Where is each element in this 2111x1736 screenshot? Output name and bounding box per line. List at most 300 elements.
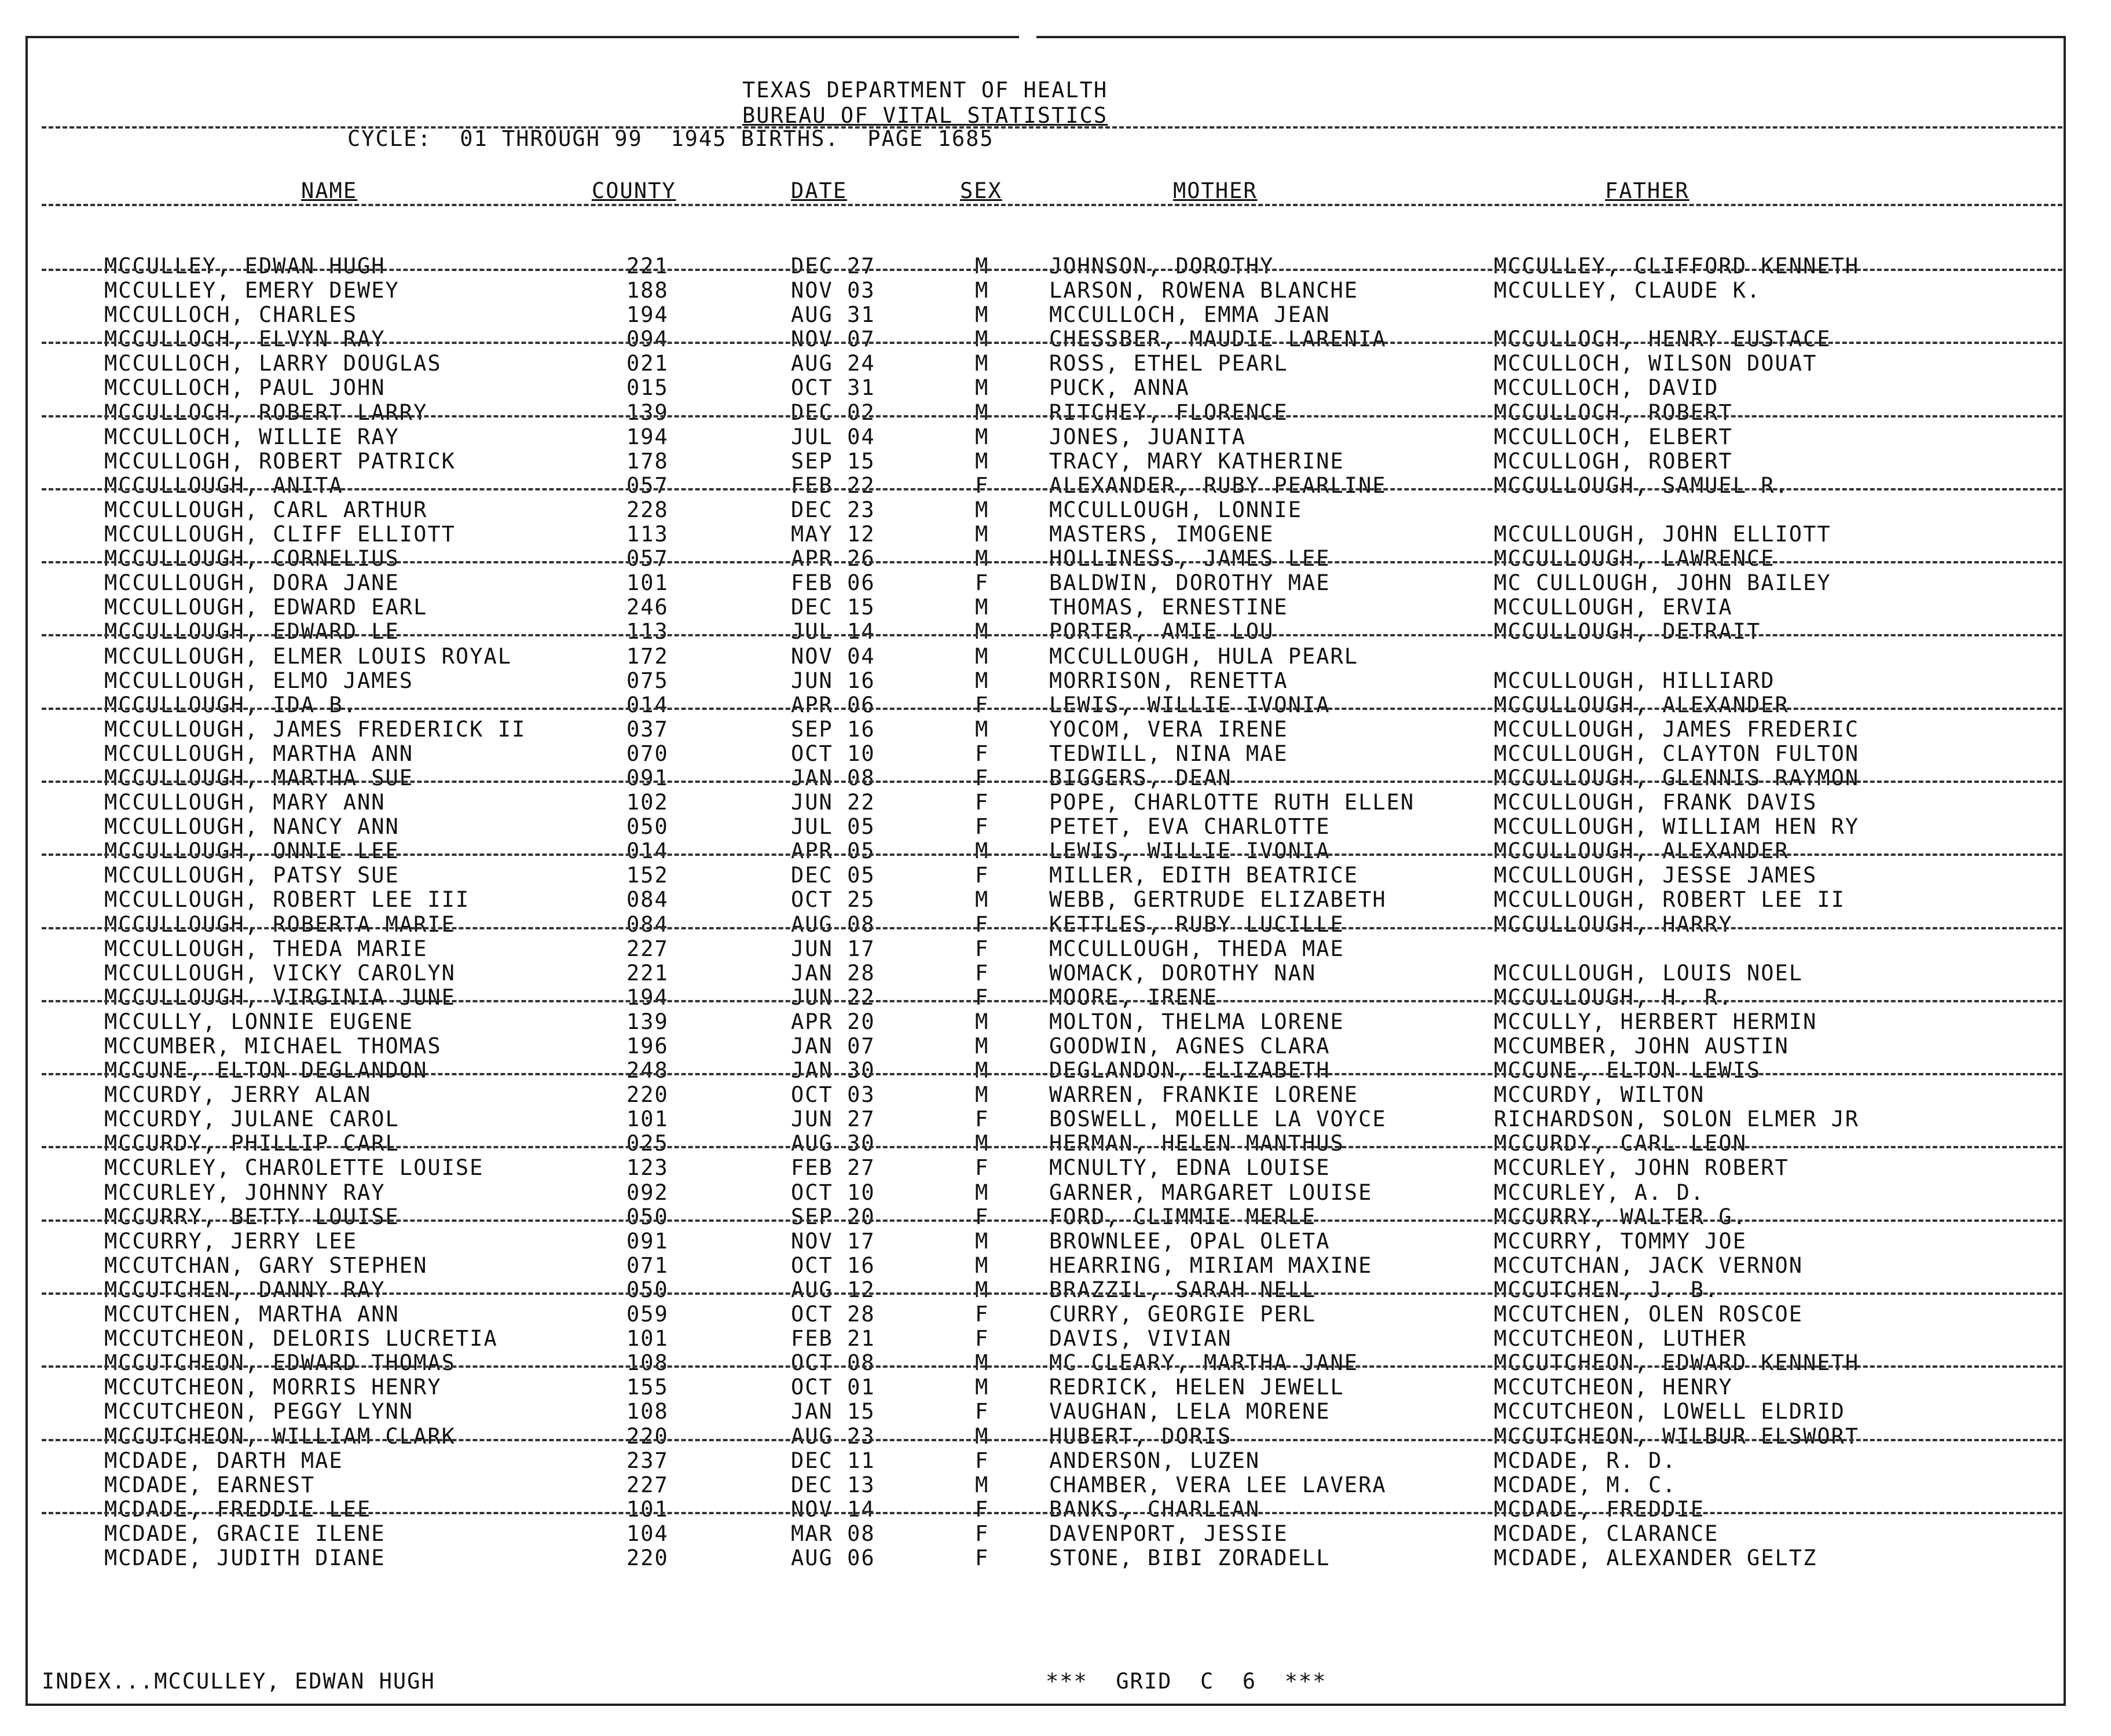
cell-father: MCCUMBER, JOHN AUSTIN bbox=[1494, 1034, 1789, 1059]
table-row bbox=[0, 1204, 2111, 1229]
column-header-rule bbox=[42, 204, 2062, 206]
cell-mother: HOLLINESS, JAMES LEE bbox=[1049, 546, 1331, 572]
cell-father: MCCULLOCH, WILSON DOUAT bbox=[1494, 351, 1817, 376]
cell-sex: F bbox=[975, 863, 989, 888]
cell-father: MCCUTCHAN, JACK VERNON bbox=[1494, 1252, 1804, 1278]
cell-mother: ALEXANDER, RUBY PEARLINE bbox=[1049, 473, 1387, 498]
cell-date: AUG 12 bbox=[791, 1277, 875, 1302]
cell-sex: F bbox=[975, 765, 989, 790]
table-row bbox=[0, 375, 2111, 400]
cell-name: MCCULLOUGH, ONNIE LEE bbox=[104, 838, 400, 864]
cell-father: MC CULLOUGH, JOHN BAILEY bbox=[1494, 570, 1831, 596]
cell-county: 037 bbox=[626, 716, 669, 742]
cell-name: MCCULLOCH, WILLIE RAY bbox=[104, 424, 400, 449]
cell-sex: F bbox=[975, 1448, 989, 1473]
cell-sex: M bbox=[975, 1252, 989, 1278]
table-row bbox=[0, 1473, 2111, 1497]
cell-date: OCT 31 bbox=[791, 375, 875, 401]
cell-name: MCCUMBER, MICHAEL THOMAS bbox=[104, 1034, 442, 1059]
column-header-mother: MOTHER bbox=[1173, 178, 1258, 203]
table-row bbox=[0, 1131, 2111, 1155]
table-row bbox=[0, 1107, 2111, 1131]
cell-father: MCDADE, R. D. bbox=[1494, 1448, 1677, 1473]
cell-mother: LEWIS, WILLIE IVONIA bbox=[1049, 838, 1331, 864]
cell-county: 188 bbox=[626, 278, 669, 303]
cell-father: MCCULLOUGH, H. R. bbox=[1494, 984, 1733, 1010]
cell-mother: TRACY, MARY KATHERINE bbox=[1049, 448, 1344, 474]
cell-mother: BOSWELL, MOELLE LA VOYCE bbox=[1049, 1107, 1387, 1132]
cell-county: 108 bbox=[626, 1399, 669, 1424]
table-row bbox=[0, 887, 2111, 911]
cell-sex: M bbox=[975, 327, 989, 352]
cell-sex: M bbox=[975, 1009, 989, 1034]
cell-county: 101 bbox=[626, 1326, 669, 1352]
cell-county: 094 bbox=[626, 327, 669, 352]
cell-name: MCCULLEY, EMERY DEWEY bbox=[104, 278, 400, 303]
cell-father: MCCULLOUGH, CLAYTON FULTON bbox=[1494, 741, 1860, 766]
cell-father: MCCULLOCH, ELBERT bbox=[1494, 424, 1733, 449]
cell-name: MCCULLEY, EDWAN HUGH bbox=[104, 254, 386, 279]
cell-sex: M bbox=[975, 351, 989, 376]
table-row bbox=[0, 327, 2111, 351]
cell-name: MCCULLOUGH, EDWARD LE bbox=[104, 619, 400, 644]
cell-sex: F bbox=[975, 984, 989, 1010]
cell-name: MCCUTCHAN, GARY STEPHEN bbox=[104, 1252, 428, 1278]
footer-grid: *** GRID C 6 *** bbox=[1046, 1669, 1327, 1694]
table-row bbox=[0, 644, 2111, 668]
cell-county: 057 bbox=[626, 473, 669, 498]
cell-county: 196 bbox=[626, 1034, 669, 1059]
cell-father: MCCULLOUGH, ALEXANDER bbox=[1494, 692, 1789, 717]
cell-county: 220 bbox=[626, 1545, 669, 1570]
table-row bbox=[0, 1424, 2111, 1448]
cell-date: DEC 15 bbox=[791, 595, 875, 620]
cell-mother: MC CLEARY, MARTHA JANE bbox=[1049, 1350, 1359, 1376]
cell-county: 155 bbox=[626, 1375, 669, 1400]
cell-county: 194 bbox=[626, 984, 669, 1010]
cell-sex: F bbox=[975, 1399, 989, 1424]
records-table bbox=[0, 254, 2111, 1570]
cell-date: JUN 27 bbox=[791, 1107, 875, 1132]
table-row bbox=[0, 1180, 2111, 1204]
table-row bbox=[0, 522, 2111, 546]
cell-date: NOV 07 bbox=[791, 327, 875, 352]
cell-name: MCCULLOGH, ROBERT PATRICK bbox=[104, 448, 456, 474]
cell-name: MCCUTCHEON, DELORIS LUCRETIA bbox=[104, 1326, 498, 1352]
cell-sex: F bbox=[975, 570, 989, 596]
table-row bbox=[0, 546, 2111, 570]
cell-date: FEB 21 bbox=[791, 1326, 875, 1352]
cell-father: MCCULLOUGH, SAMUEL R. bbox=[1494, 473, 1789, 498]
table-row bbox=[0, 278, 2111, 302]
cell-county: 220 bbox=[626, 1082, 669, 1108]
cell-date: NOV 17 bbox=[791, 1228, 875, 1254]
cell-county: 152 bbox=[626, 863, 669, 888]
cell-date: OCT 10 bbox=[791, 741, 875, 766]
cell-date: DEC 13 bbox=[791, 1472, 875, 1497]
cell-date: NOV 04 bbox=[791, 643, 875, 669]
cell-date: DEC 11 bbox=[791, 1448, 875, 1473]
cell-mother: MASTERS, IMOGENE bbox=[1049, 522, 1274, 547]
table-row bbox=[0, 693, 2111, 717]
cell-sex: M bbox=[975, 448, 989, 474]
cell-name: MCCURDY, PHILLIP CARL bbox=[104, 1131, 400, 1156]
cell-father: MCCULLOUGH, JESSE JAMES bbox=[1494, 863, 1817, 888]
cell-name: MCCULLOUGH, EDWARD EARL bbox=[104, 595, 428, 620]
cell-father: MCCULLEY, CLIFFORD KENNETH bbox=[1494, 254, 1860, 279]
cell-date: OCT 16 bbox=[791, 1252, 875, 1278]
cell-name: MCCULLOCH, CHARLES bbox=[104, 302, 357, 328]
cell-county: 021 bbox=[626, 351, 669, 376]
cell-sex: M bbox=[975, 424, 989, 449]
cell-county: 091 bbox=[626, 1228, 669, 1254]
cell-father: MCCURRY, TOMMY JOE bbox=[1494, 1228, 1747, 1254]
cell-county: 050 bbox=[626, 814, 669, 840]
cell-mother: JOHNSON, DOROTHY bbox=[1049, 254, 1274, 279]
cell-father: MCCURDY, WILTON bbox=[1494, 1082, 1705, 1108]
cell-county: 091 bbox=[626, 765, 669, 790]
cell-name: MCDADE, DARTH MAE bbox=[104, 1448, 343, 1473]
cell-date: APR 26 bbox=[791, 546, 875, 572]
cell-mother: PETET, EVA CHARLOTTE bbox=[1049, 814, 1331, 840]
cell-mother: DAVENPORT, JESSIE bbox=[1049, 1521, 1288, 1546]
cell-county: 194 bbox=[626, 302, 669, 328]
cell-date: JUN 22 bbox=[791, 790, 875, 815]
cell-county: 178 bbox=[626, 448, 669, 474]
cell-mother: VAUGHAN, LELA MORENE bbox=[1049, 1399, 1331, 1424]
cell-name: MCCULLOUGH, ELMO JAMES bbox=[104, 668, 414, 693]
cell-county: 015 bbox=[626, 375, 669, 401]
cell-county: 102 bbox=[626, 790, 669, 815]
cell-mother: MORRISON, RENETTA bbox=[1049, 668, 1288, 693]
cell-county: 070 bbox=[626, 741, 669, 766]
cell-sex: M bbox=[975, 1277, 989, 1302]
cell-county: 050 bbox=[626, 1277, 669, 1302]
table-row bbox=[0, 1058, 2111, 1082]
frame-gap bbox=[1019, 31, 1036, 43]
cell-mother: PUCK, ANNA bbox=[1049, 375, 1190, 401]
cell-sex: M bbox=[975, 595, 989, 620]
cell-father: MCCURRY, WALTER G. bbox=[1494, 1204, 1747, 1229]
table-row bbox=[0, 863, 2111, 887]
cell-mother: MCCULLOCH, EMMA JEAN bbox=[1049, 302, 1331, 328]
cell-sex: M bbox=[975, 668, 989, 693]
table-row bbox=[0, 351, 2111, 375]
cell-date: JUN 22 bbox=[791, 984, 875, 1010]
cell-county: 227 bbox=[626, 936, 669, 961]
cell-name: MCCUTCHEN, DANNY RAY bbox=[104, 1277, 386, 1302]
cell-name: MCCUTCHEON, EDWARD THOMAS bbox=[104, 1350, 456, 1376]
header-title: TEXAS DEPARTMENT OF HEALTH bbox=[742, 78, 1108, 102]
table-row bbox=[0, 1399, 2111, 1423]
cell-mother: DAVIS, VIVIAN bbox=[1049, 1326, 1232, 1352]
cell-county: 113 bbox=[626, 522, 669, 547]
cell-name: MCCULLOUGH, THEDA MARIE bbox=[104, 936, 428, 961]
cell-date: FEB 27 bbox=[791, 1155, 875, 1181]
table-row bbox=[0, 254, 2111, 278]
cell-mother: MCCULLOUGH, THEDA MAE bbox=[1049, 936, 1344, 961]
cell-sex: M bbox=[975, 1375, 989, 1400]
cell-name: MCDADE, EARNEST bbox=[104, 1472, 316, 1497]
cell-county: 101 bbox=[626, 1496, 669, 1522]
cell-sex: F bbox=[975, 936, 989, 961]
table-row bbox=[0, 1326, 2111, 1350]
cell-date: DEC 02 bbox=[791, 400, 875, 425]
table-row bbox=[0, 790, 2111, 814]
cell-mother: MILLER, EDITH BEATRICE bbox=[1049, 863, 1359, 888]
table-row bbox=[0, 497, 2111, 522]
cell-name: MCCUTCHEON, WILLIAM CLARK bbox=[104, 1423, 456, 1449]
cell-name: MCCURRY, JERRY LEE bbox=[104, 1228, 357, 1254]
cell-father: MCCURDY, CARL LEON bbox=[1494, 1131, 1747, 1156]
cell-date: OCT 25 bbox=[791, 887, 875, 913]
cell-father: MCDADE, M. C. bbox=[1494, 1472, 1677, 1497]
cell-date: JAN 07 bbox=[791, 1034, 875, 1059]
cell-date: DEC 23 bbox=[791, 497, 875, 522]
cell-name: MCCULLOUGH, CORNELIUS bbox=[104, 546, 400, 572]
column-header-county: COUNTY bbox=[592, 178, 676, 203]
cell-mother: KETTLES, RUBY LUCILLE bbox=[1049, 911, 1344, 937]
table-row bbox=[0, 570, 2111, 595]
cell-sex: M bbox=[975, 546, 989, 572]
cell-mother: CHESSBER, MAUDIE LARENIA bbox=[1049, 327, 1387, 352]
cell-county: 221 bbox=[626, 254, 669, 279]
cell-name: MCCUNE, ELTON DEGLANDON bbox=[104, 1058, 428, 1083]
cell-name: MCDADE, GRACIE ILENE bbox=[104, 1521, 386, 1546]
cell-sex: F bbox=[975, 1204, 989, 1229]
table-row bbox=[0, 717, 2111, 741]
column-header-father: FATHER bbox=[1605, 178, 1689, 203]
cell-county: 092 bbox=[626, 1180, 669, 1205]
table-row bbox=[0, 1155, 2111, 1180]
cell-name: MCCULLOCH, LARRY DOUGLAS bbox=[104, 351, 442, 376]
cell-sex: M bbox=[975, 1082, 989, 1108]
table-row bbox=[0, 1277, 2111, 1302]
cycle-line: CYCLE: 01 THROUGH 99 1945 BIRTHS. PAGE 1685 bbox=[347, 126, 994, 151]
cell-father: MCCUTCHEON, EDWARD KENNETH bbox=[1494, 1350, 1860, 1376]
table-row bbox=[0, 1229, 2111, 1253]
cell-sex: M bbox=[975, 1472, 989, 1497]
cell-name: MCCULLOUGH, MARTHA SUE bbox=[104, 765, 414, 790]
cell-mother: LARSON, ROWENA BLANCHE bbox=[1049, 278, 1359, 303]
table-row bbox=[0, 766, 2111, 790]
cell-county: 228 bbox=[626, 497, 669, 522]
cell-mother: HERMAN, HELEN MANTHUS bbox=[1049, 1131, 1344, 1156]
cell-father: MCCULLOUGH, ERVIA bbox=[1494, 595, 1733, 620]
cell-county: 139 bbox=[626, 400, 669, 425]
cell-county: 221 bbox=[626, 960, 669, 986]
cell-mother: MOLTON, THELMA LORENE bbox=[1049, 1009, 1344, 1034]
cell-name: MCCULLOUGH, PATSY SUE bbox=[104, 863, 400, 888]
table-row bbox=[0, 668, 2111, 693]
cell-sex: M bbox=[975, 254, 989, 279]
cell-name: MCCUTCHEON, MORRIS HENRY bbox=[104, 1375, 442, 1400]
cell-date: OCT 28 bbox=[791, 1302, 875, 1327]
cell-name: MCCULLOUGH, NANCY ANN bbox=[104, 814, 400, 840]
cell-name: MCDADE, FREDDIE LEE bbox=[104, 1496, 372, 1522]
cell-mother: GARNER, MARGARET LOUISE bbox=[1049, 1180, 1373, 1205]
cell-county: 025 bbox=[626, 1131, 669, 1156]
cell-name: MCCULLOUGH, ROBERT LEE III bbox=[104, 887, 470, 913]
cell-father: MCCULLOCH, ROBERT bbox=[1494, 400, 1733, 425]
cell-name: MCCULLOUGH, DORA JANE bbox=[104, 570, 400, 596]
cell-date: OCT 01 bbox=[791, 1375, 875, 1400]
cell-date: JUL 05 bbox=[791, 814, 875, 840]
cell-father: MCCULLEY, CLAUDE K. bbox=[1494, 278, 1761, 303]
table-row bbox=[0, 1448, 2111, 1473]
cell-name: MCCULLOCH, ELVYN RAY bbox=[104, 327, 386, 352]
cell-date: NOV 14 bbox=[791, 1496, 875, 1522]
cell-date: JAN 30 bbox=[791, 1058, 875, 1083]
cell-mother: CURRY, GEORGIE PERL bbox=[1049, 1302, 1317, 1327]
cell-county: 014 bbox=[626, 838, 669, 864]
cell-father: MCCURLEY, A. D. bbox=[1494, 1180, 1705, 1205]
cell-sex: M bbox=[975, 400, 989, 425]
cell-mother: MOORE, IRENE bbox=[1049, 984, 1218, 1010]
cell-mother: WARREN, FRANKIE LORENE bbox=[1049, 1082, 1359, 1108]
cell-date: APR 06 bbox=[791, 692, 875, 717]
cell-name: MCCULLOUGH, MARTHA ANN bbox=[104, 741, 414, 766]
cell-father: MCCULLOUGH, WILLIAM HEN RY bbox=[1494, 814, 1860, 840]
cell-name: MCCULLOUGH, VIRGINIA JUNE bbox=[104, 984, 456, 1010]
cell-county: 172 bbox=[626, 643, 669, 669]
cell-name: MCCULLOUGH, CLIFF ELLIOTT bbox=[104, 522, 456, 547]
cell-name: MCCULLOUGH, ANITA bbox=[104, 473, 343, 498]
cell-county: 101 bbox=[626, 1107, 669, 1132]
cell-father: MCDADE, FREDDIE bbox=[1494, 1496, 1705, 1522]
cell-sex: M bbox=[975, 522, 989, 547]
cell-father: MCCULLOUGH, FRANK DAVIS bbox=[1494, 790, 1817, 815]
cell-mother: FORD, CLIMMIE MERLE bbox=[1049, 1204, 1317, 1229]
cell-name: MCCULLOCH, ROBERT LARRY bbox=[104, 400, 428, 425]
cell-sex: M bbox=[975, 716, 989, 742]
cell-date: APR 20 bbox=[791, 1009, 875, 1034]
cell-date: JUL 14 bbox=[791, 619, 875, 644]
cell-father: MCCULLOCH, HENRY EUSTACE bbox=[1494, 327, 1831, 352]
cell-father: MCCUTCHEON, LUTHER bbox=[1494, 1326, 1747, 1352]
cell-name: MCCULLOCH, PAUL JOHN bbox=[104, 375, 386, 401]
cell-mother: DEGLANDON, ELIZABETH bbox=[1049, 1058, 1331, 1083]
cell-date: OCT 08 bbox=[791, 1350, 875, 1376]
header-rule bbox=[42, 126, 2062, 129]
cell-father: MCCUTCHEN, J. B. bbox=[1494, 1277, 1719, 1302]
cell-mother: RITCHEY, FLORENCE bbox=[1049, 400, 1288, 425]
cell-sex: M bbox=[975, 1423, 989, 1449]
cell-sex: F bbox=[975, 790, 989, 815]
cell-date: SEP 15 bbox=[791, 448, 875, 474]
table-row bbox=[0, 912, 2111, 936]
column-header-name: NAME bbox=[301, 178, 358, 203]
cell-sex: M bbox=[975, 302, 989, 328]
table-row bbox=[0, 449, 2111, 473]
table-row bbox=[0, 1034, 2111, 1058]
cell-mother: ROSS, ETHEL PEARL bbox=[1049, 351, 1288, 376]
cell-date: AUG 24 bbox=[791, 351, 875, 376]
cell-father: MCCULLOUGH, LOUIS NOEL bbox=[1494, 960, 1804, 986]
cell-sex: F bbox=[975, 741, 989, 766]
cell-county: 071 bbox=[626, 1252, 669, 1278]
cell-date: NOV 03 bbox=[791, 278, 875, 303]
table-row bbox=[0, 838, 2111, 863]
cell-mother: WOMACK, DOROTHY NAN bbox=[1049, 960, 1317, 986]
cell-father: MCDADE, CLARANCE bbox=[1494, 1521, 1719, 1546]
cell-father: MCCULLY, HERBERT HERMIN bbox=[1494, 1009, 1817, 1034]
cell-name: MCCULLOUGH, ROBERTA MARIE bbox=[104, 911, 456, 937]
cell-county: 104 bbox=[626, 1521, 669, 1546]
cell-name: MCCURDY, JERRY ALAN bbox=[104, 1082, 372, 1108]
cell-date: FEB 06 bbox=[791, 570, 875, 596]
table-row bbox=[0, 1009, 2111, 1034]
cell-date: JUN 16 bbox=[791, 668, 875, 693]
cell-county: 084 bbox=[626, 911, 669, 937]
cell-mother: MCNULTY, EDNA LOUISE bbox=[1049, 1155, 1331, 1181]
cell-date: DEC 27 bbox=[791, 254, 875, 279]
cell-county: 237 bbox=[626, 1448, 669, 1473]
cell-sex: F bbox=[975, 473, 989, 498]
cell-mother: THOMAS, ERNESTINE bbox=[1049, 595, 1288, 620]
cell-sex: F bbox=[975, 1496, 989, 1522]
cell-sex: M bbox=[975, 1058, 989, 1083]
cell-date: OCT 10 bbox=[791, 1180, 875, 1205]
cell-mother: BALDWIN, DOROTHY MAE bbox=[1049, 570, 1331, 596]
table-row bbox=[0, 1545, 2111, 1570]
table-row bbox=[0, 1375, 2111, 1399]
cell-sex: M bbox=[975, 887, 989, 913]
cell-sex: F bbox=[975, 1107, 989, 1132]
cell-mother: YOCOM, VERA IRENE bbox=[1049, 716, 1288, 742]
cell-father: MCCULLOUGH, JAMES FREDERIC bbox=[1494, 716, 1860, 742]
cell-county: 075 bbox=[626, 668, 669, 693]
cell-mother: ANDERSON, LUZEN bbox=[1049, 1448, 1260, 1473]
cell-mother: BROWNLEE, OPAL OLETA bbox=[1049, 1228, 1331, 1254]
cell-date: JAN 08 bbox=[791, 765, 875, 790]
side-tag bbox=[0, 1598, 23, 1731]
cell-date: AUG 08 bbox=[791, 911, 875, 937]
table-row bbox=[0, 400, 2111, 424]
cell-name: MCCULLOUGH, JAMES FREDERICK II bbox=[104, 716, 526, 742]
cell-date: APR 05 bbox=[791, 838, 875, 864]
cell-mother: HUBERT, DORIS bbox=[1049, 1423, 1232, 1449]
cell-father: MCCULLOUGH, DETRAIT bbox=[1494, 619, 1761, 644]
cell-county: 123 bbox=[626, 1155, 669, 1181]
cell-father: MCCULLOGH, ROBERT bbox=[1494, 448, 1733, 474]
cell-sex: M bbox=[975, 1350, 989, 1376]
cell-sex: M bbox=[975, 278, 989, 303]
cell-county: 246 bbox=[626, 595, 669, 620]
cell-mother: POPE, CHARLOTTE RUTH ELLEN bbox=[1049, 790, 1415, 815]
cell-mother: PORTER, AMIE LOU bbox=[1049, 619, 1274, 644]
cell-father: MCCULLOCH, DAVID bbox=[1494, 375, 1719, 401]
cell-sex: F bbox=[975, 1326, 989, 1352]
cell-father: MCCULLOUGH, ROBERT LEE II bbox=[1494, 887, 1845, 913]
cell-date: JAN 15 bbox=[791, 1399, 875, 1424]
cell-sex: M bbox=[975, 497, 989, 522]
cell-father: MCDADE, ALEXANDER GELTZ bbox=[1494, 1545, 1817, 1570]
cell-mother: WEBB, GERTRUDE ELIZABETH bbox=[1049, 887, 1387, 913]
cell-father: MCCUTCHEON, HENRY bbox=[1494, 1375, 1733, 1400]
cell-date: JUN 17 bbox=[791, 936, 875, 961]
cell-name: MCCUTCHEN, MARTHA ANN bbox=[104, 1302, 400, 1327]
cell-sex: M bbox=[975, 619, 989, 644]
cell-sex: F bbox=[975, 1545, 989, 1570]
table-row bbox=[0, 473, 2111, 497]
cell-sex: F bbox=[975, 692, 989, 717]
column-header-sex: SEX bbox=[960, 178, 1002, 203]
cell-sex: F bbox=[975, 960, 989, 986]
table-row bbox=[0, 1253, 2111, 1277]
cell-father: MCCULLOUGH, HARRY bbox=[1494, 911, 1733, 937]
cell-sex: F bbox=[975, 814, 989, 840]
